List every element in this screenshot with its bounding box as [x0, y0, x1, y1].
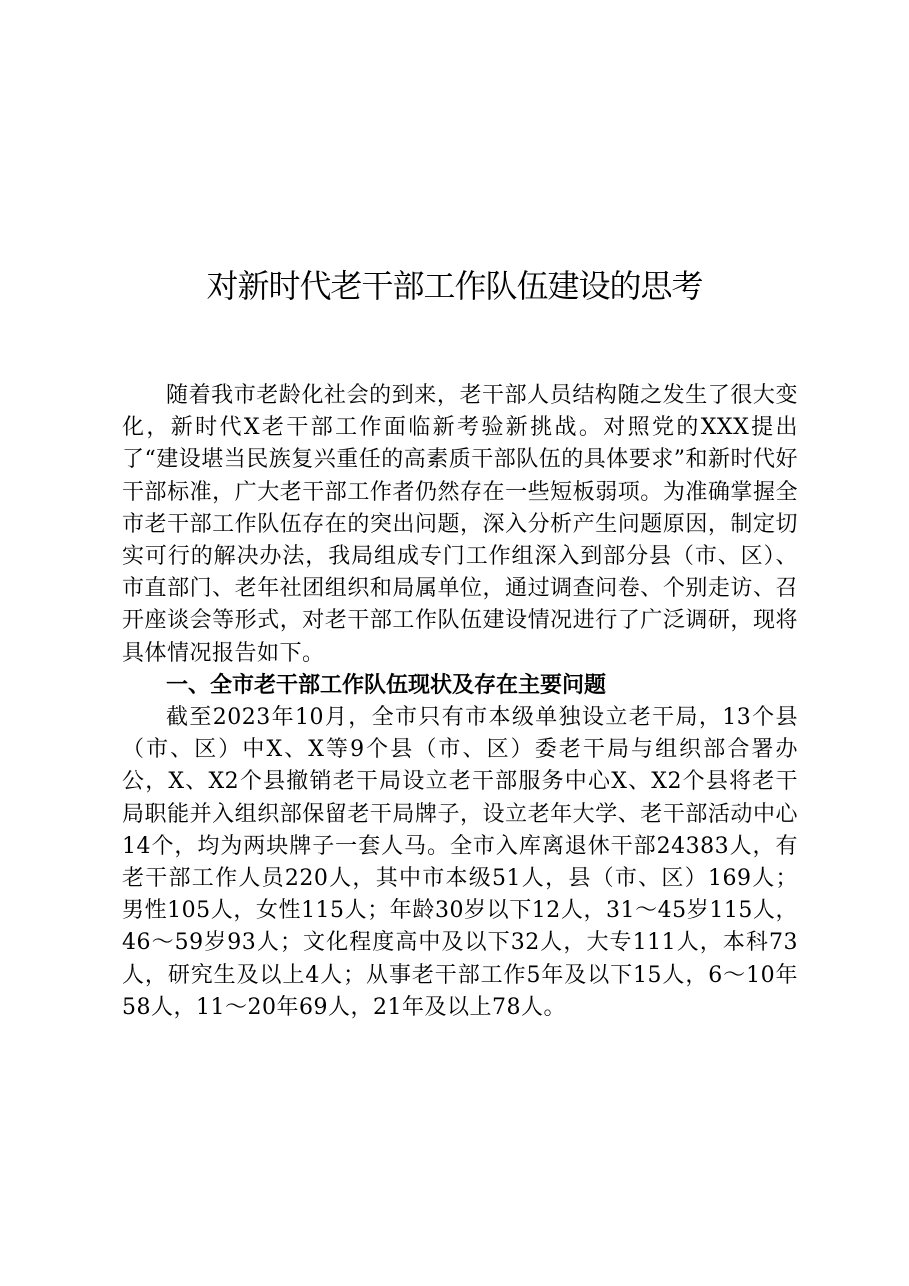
document-body	[122, 380, 798, 1024]
section-1-paragraph: 截至2023年10月，全市只有市本级单独设立老干局，13个县（市、区）中X、X等9个县（市、区）委老干局与组织部合署办公，X、X2个县撤销老干局设立老干部服务中心X、X2个县将老干局职能并入组织部保留老干局牌子，设立老年大学、老干部活动中心14个，均为两块牌子一套人马。全市入库离退休干部24383人，有老干部工作人员220人，其中市本级51人，县（市、区）169人；男性105人，女性115人；年龄30岁以下12人，31～45岁115人，46～59岁93人；文化程度高中及以下32人，大专111人，本科73人，研究生及以上4人；从事老干部工作5年及以下15人，6～10年58人，11～20年69人，21年及以上78人。	[122, 705, 798, 1020]
document-title: 对新时代老干部工作队伍建设的思考	[206, 267, 703, 305]
intro-paragraph: 随着我市老龄化社会的到来，老干部人员结构随之发生了很大变化，新时代X老干部工作面临新考验新挑战。对照党的XXX提出了“建设堪当民族复兴重任的高素质干部队伍的具体要求”和新时代好干部标准，广大老干部工作者仍然存在一些短板弱项。为准确掌握全市老干部工作队伍存在的突出问题，深入分析产生问题原因，制定切实可行的解决办法，我局组成专门工作组深入到部分县（市、区）、市直部门、老年社团组织和局属单位，通过调查问卷、个别走访、召开座谈会等形式，对老干部工作队伍建设情况进行了广泛调研，现将具体情况报告如下。	[122, 383, 798, 666]
section-1-heading: 一、全市老干部工作队伍现状及存在主要问题	[166, 672, 607, 698]
